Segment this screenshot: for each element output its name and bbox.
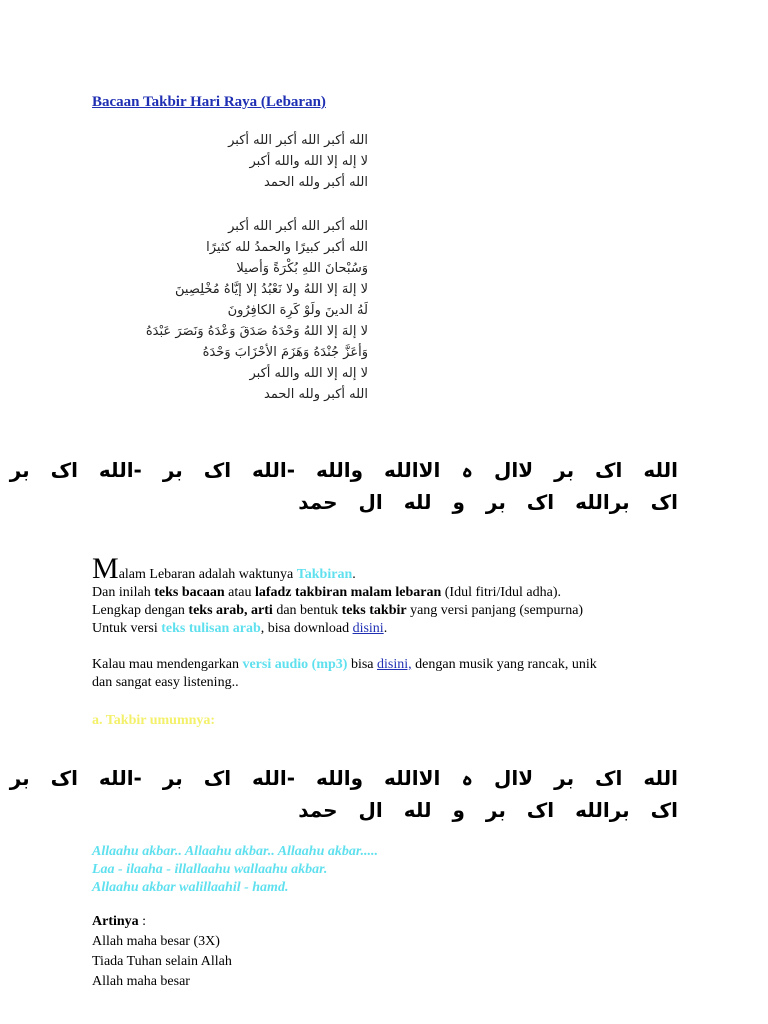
intro-text: atau (224, 585, 255, 600)
arabic-line: اک برالله اک بر و لله ال حمد (298, 490, 678, 514)
transliteration-line: Allaahu akbar.. Allaahu akbar.. Allaahu akbar..... (92, 844, 379, 859)
arabic-line: لا إلهَ إلا اللهُ وَحْدَهُ صَدَقَ وَعْدَهُ وَنَصَرَ عَبْدَهُ (145, 324, 368, 339)
intro-text: Dan inilah (92, 585, 155, 600)
artinya-section (92, 912, 232, 992)
arabic-line: الله اک بر لاال ہ الاالله والله -الله اک بر -الله اک بر (9, 766, 678, 790)
audio-text: bisa (347, 657, 378, 672)
page-title[interactable]: Bacaan Takbir Hari Raya (Lebaran) (92, 94, 326, 110)
arabic-line: اک برالله اک بر و لله ال حمد (298, 798, 678, 822)
arabic-line: الله أكبر الله أكبر الله أكبر (228, 133, 368, 148)
download-disini-link[interactable]: disini (352, 621, 384, 636)
intro-text: . (383, 621, 388, 636)
arabic-takbir-short (228, 130, 368, 193)
audio-disini-link[interactable]: disini, (377, 657, 412, 672)
audio-mp3-link[interactable]: versi audio (mp3) (242, 657, 348, 672)
arabic-line: لا إلهَ إلا اللهُ ولا نَعْبُدُ إلا إيَّاهُ مُخْلِصِينَ (175, 282, 368, 297)
arabic-takbir-large-1 (9, 454, 678, 518)
intro-text: alam Lebaran adalah waktunya (118, 567, 297, 582)
artinya-line: Allah maha besar (92, 974, 190, 989)
transliteration-line: Laa - ilaaha - illallaahu wallaahu akbar. (92, 862, 328, 877)
intro-text: yang versi panjang (sempurna) (406, 603, 584, 618)
audio-text: Kalau mau mendengarkan (92, 657, 243, 672)
arabic-line: الله أكبر كبيرًا والحمدُ لله كثيرًا (206, 240, 368, 255)
intro-text: dan bentuk (272, 603, 342, 618)
arabic-line: الله أكبر ولله الحمد (264, 175, 368, 190)
intro-text: (Idul fitri/Idul adha). (441, 585, 561, 600)
section-heading: a. Takbir umumnya: (92, 713, 216, 728)
intro-text: Untuk versi (92, 621, 162, 636)
intro-bold: teks arab, arti (188, 603, 273, 618)
intro-text: . (352, 567, 356, 582)
arabic-line: لَهُ الدينَ ولَوْ كَرِهَ الكافِرُونَ (227, 303, 368, 318)
arabic-line: لا إله إلا الله والله أكبر (249, 154, 368, 169)
audio-text: dan sangat easy listening.. (92, 675, 239, 690)
arabic-line: وَسُبْحانَ اللهِ بُكْرَةً وَأصيلا (236, 261, 368, 276)
arabic-takbir-large-2 (9, 762, 678, 826)
intro-text: , bisa download (260, 621, 353, 636)
artinya-line: Allah maha besar (3X) (92, 934, 220, 949)
intro-bold: teks takbir (341, 603, 407, 618)
intro-bold: lafadz (254, 585, 292, 600)
arabic-takbir-long (146, 216, 368, 405)
teks-tulisan-arab-link[interactable]: teks tulisan arab (161, 621, 261, 636)
arabic-line: لا إله إلا الله والله أكبر (249, 366, 368, 381)
arabic-line: الله أكبر الله أكبر الله أكبر (228, 219, 368, 234)
arabic-line: الله اک بر لاال ہ الاالله والله -الله اک بر -الله اک بر (9, 458, 678, 482)
intro-bold: teks bacaan (154, 585, 225, 600)
takbiran-link[interactable]: Takbiran (296, 567, 353, 582)
intro-text: Lengkap dengan (92, 603, 189, 618)
artinya-colon: : (138, 914, 147, 929)
transliteration (92, 843, 378, 897)
transliteration-line: Allaahu akbar walillaahil - hamd. (92, 880, 289, 895)
artinya-line: Tiada Tuhan selain Allah (92, 954, 232, 969)
intro-bold: takbiran malam lebaran (295, 585, 442, 600)
dropcap: M (92, 552, 119, 585)
arabic-line: وَأعَزَّ جُنْدَهُ وَهَزَمَ الأحْزَابَ وَحْدَهُ (202, 345, 368, 360)
arabic-line: الله أكبر ولله الحمد (264, 387, 368, 402)
audio-paragraph (92, 656, 692, 692)
audio-text: dengan musik yang rancak, unik (411, 657, 597, 672)
artinya-label: Artinya (92, 914, 139, 929)
intro-paragraph (92, 552, 692, 638)
